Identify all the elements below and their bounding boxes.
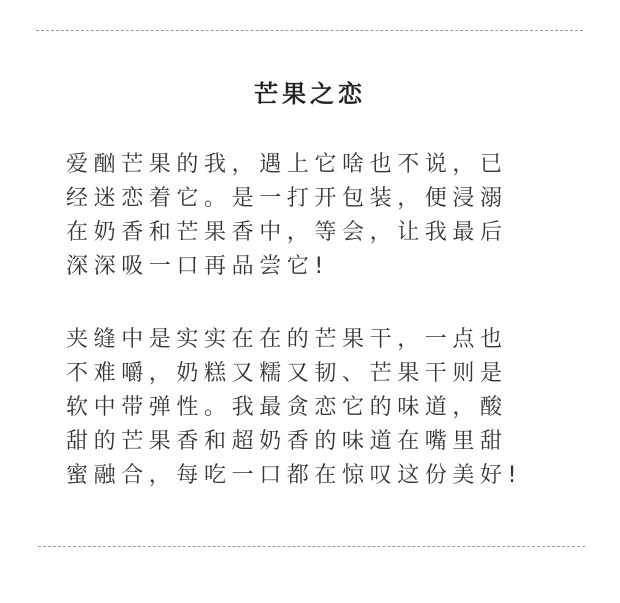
paragraph-line: 软中带弹性。我最贪恋它的味道，酸 <box>66 395 508 420</box>
paragraph-line: 蜜融合，每吃一口都在惊叹这份美好! <box>66 463 523 488</box>
paragraph-line: 不难嚼，奶糕又糯又韧、芒果干则是 <box>66 361 508 386</box>
bottom-dashed-divider <box>38 546 585 547</box>
article-title: 芒果之恋 <box>254 80 366 108</box>
paragraph-line: 深深吸一口再品尝它! <box>66 254 329 279</box>
paragraph-line: 爱酗芒果的我，遇上它啥也不说，已 <box>66 152 508 177</box>
paragraph-line: 夹缝中是实实在在的芒果干，一点也 <box>66 327 508 352</box>
paragraph-line: 在奶香和芒果香中，等会，让我最后 <box>66 220 508 245</box>
paragraph-2 <box>66 323 566 493</box>
top-dashed-divider <box>36 30 583 31</box>
paragraph-line: 甜的芒果香和超奶香的味道在嘴里甜 <box>66 429 508 454</box>
paragraph-1 <box>66 148 566 284</box>
paragraph-line: 经迷恋着它。是一打开包装，便浸溺 <box>66 186 508 211</box>
